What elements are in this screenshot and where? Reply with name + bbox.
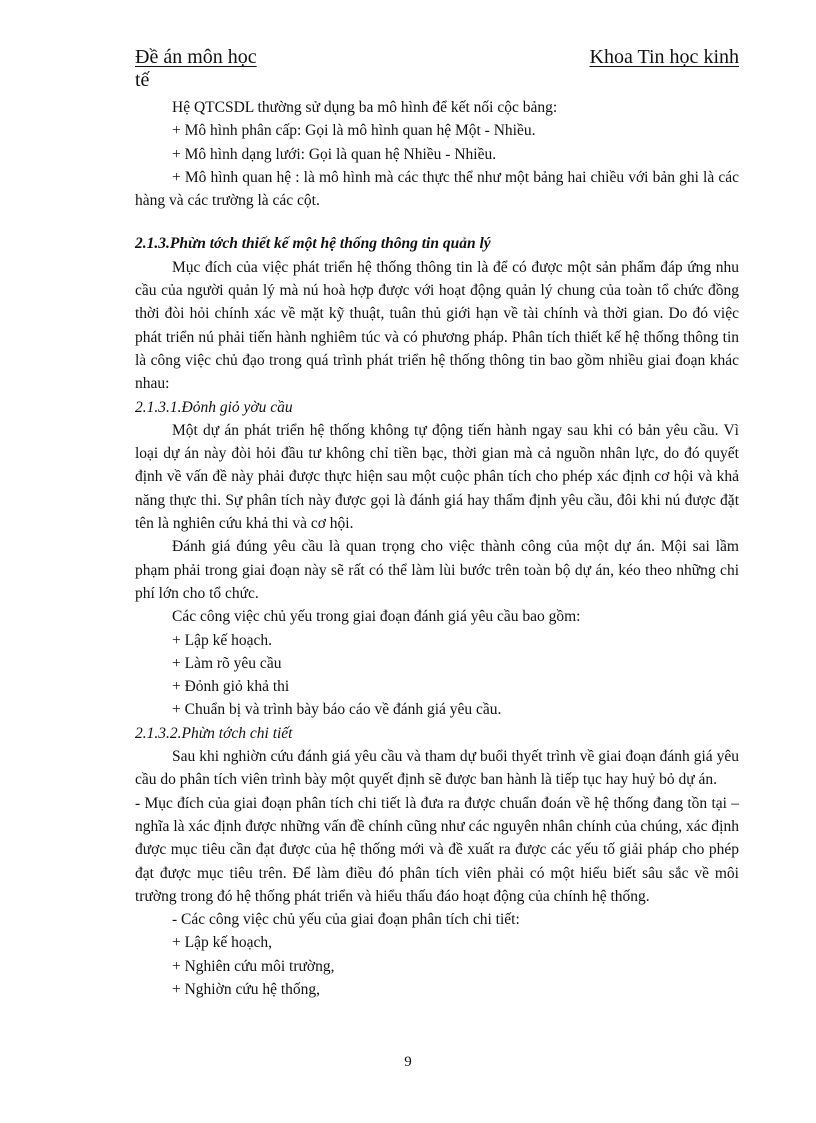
subsection-2-1-3-2-paragraph-3: - Các công việc chủ yếu của giai đoạn phân tích chi tiết: [172,911,520,929]
task-item: + Nghiờn cứu hệ thống, [172,980,321,998]
page-header [135,46,739,91]
task-item: + Nghiên cứu môi trường, [172,957,335,975]
subsection-2-1-3-2-paragraph-1: Sau khi nghiờn cứu đánh giá yêu cầu và tham dự buổi thyết trình về giai đoạn đánh giá yêu cầu do phân tích viên trình bày một quyết định sẽ được ban hành là tiếp tục hay huỷ bỏ dự án. [135,748,739,789]
subsection-heading-2-1-3-2: 2.1.3.2.Phừn tớch chi tiết [135,724,293,742]
page-number: 9 [404,1054,412,1070]
task-item: + Chuẩn bị và trình bày báo cáo về đánh giá yêu cầu. [172,701,502,719]
subsection-heading-2-1-3-1: 2.1.3.1.Đỏnh giỏ yờu cầu [135,398,293,416]
page-body [135,96,739,1001]
header-faculty-continuation: tế [135,69,150,91]
model-relational: + Mô hình quan hệ : là mô hình mà các thực thể như một bảng hai chiều với bản ghi là các hàng và các trường là các cột. [135,168,739,210]
model-network: + Mô hình dạng lưới: Gọi là quan hệ Nhiều - Nhiều. [172,145,497,163]
task-item: + Lập kế hoạch, [172,934,272,952]
model-hierarchical: + Mô hình phân cấp: Gọi là mô hình quan hệ Một - Nhiều. [172,122,536,140]
section-heading-2-1-3: 2.1.3.Phừn tớch thiết kế một hệ thống thông tin quản lý [135,235,491,253]
header-row [135,46,739,68]
section-2-1-3-paragraph: Mục đích của việc phát triển hệ thống thông tin là để có được một sản phẩm đáp ứng nhu cầu của người quản lý mà nú hoà hợp được với hoạt động quản lý chung của toàn tổ chức đồng thời đòi hỏi chính xác về mặt kỹ thuật, tuân thủ giới hạn về tài chính và thời gian. Do đó việc phát triển nú phải tiến hành nghiêm túc và có phương pháp. Phân tích thiết kế hệ thống thông tin là công việc chủ đạo trong quá trình phát triển hệ thống thông tin bao gồm nhiều giai đoạn khác nhau: [135,258,739,393]
subsection-2-1-3-1-paragraph-3: Các công việc chủ yếu trong giai đoạn đánh giá yêu cầu bao gồm: [172,608,581,626]
task-item: + Lập kế hoạch. [172,631,272,649]
header-course-title: Đề án môn học [135,46,257,68]
intro-paragraph: Hệ QTCSDL thường sử dụng ba mô hình để kết nối cộc bảng: [172,99,558,116]
subsection-2-1-3-2-paragraph-2: - Mục đích của giai đoạn phân tích chi tiết là đưa ra được chuẩn đoán về hệ thống đang tồn tại – nghĩa là xác định được những vấn đề chính cũng như các nguyên nhân chính của chúng, xác định được mục tiêu cần đạt được của hệ thống mới và đề xuất ra được các yếu tố giải pháp cho phép đạt được mục tiêu trên. Để làm điều đó phân tích viên phải có một hiểu biết sâu sắc về môi trường trong đó hệ thống phát triển và hiểu thấu đáo hoạt động của chính hệ thống. [135,794,739,905]
header-faculty-name: Khoa Tin học kinh [589,46,739,68]
task-item: + Đỏnh giỏ khả thi [172,678,290,696]
task-item: + Làm rõ yêu cầu [172,654,282,672]
subsection-2-1-3-1-paragraph-2: Đánh giá đúng yêu cầu là quan trọng cho việc thành công của một dự án. Mội sai lầm phạm phải trong giai đoạn này sẽ rất có thể làm lùi bước trên toàn bộ dự án, kéo theo những chi phí lớn cho tổ chức. [135,538,739,602]
subsection-2-1-3-1-paragraph-1: Một dự án phát triển hệ thống không tự động tiến hành ngay sau khi có bản yêu cầu. Vì loại dự án này đòi hỏi đầu tư không chỉ tiền bạc, thời gian mà cả nguồn nhân lực, do đó quyết định về vấn đề này phải được thực hiện sau một cuộc phân tích cho phép xác định cơ hội và khả năng thực thi. Sự phân tích này được gọi là đánh giá hay thẩm định yêu cầu, đôi khi nú được đặt tên là nghiên cứu khả thi và cơ hội. [135,421,739,533]
